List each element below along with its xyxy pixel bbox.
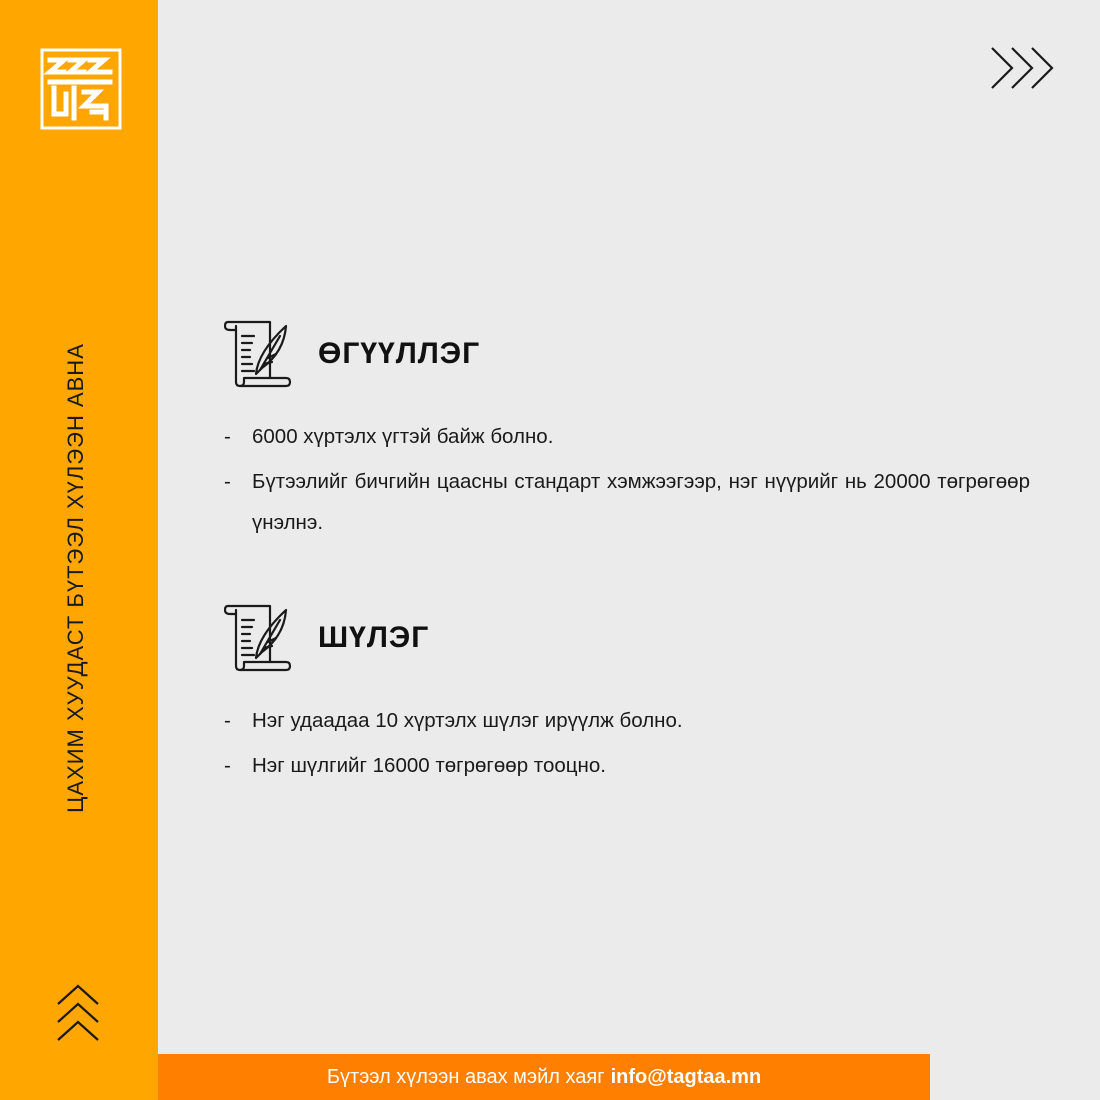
list-dash: - (224, 470, 231, 493)
list-item (224, 461, 1030, 543)
chevrons-up-icon (56, 982, 100, 1048)
sidebar (0, 0, 158, 1100)
list-item-text: 6000 хүртэлх үгтэй байж болно. (252, 425, 554, 448)
list-dash: - (224, 425, 231, 448)
section-item-list (224, 416, 1030, 543)
list-item (224, 416, 1030, 457)
list-item-text: Нэг удаадаа 10 хүртэлх шүлэг ирүүлж болно. (252, 709, 683, 732)
section-header (224, 318, 1030, 390)
section-short-story (224, 318, 1030, 547)
section-title: ӨГҮҮЛЛЭГ (318, 337, 481, 370)
list-dash: - (224, 754, 231, 777)
list-item (224, 700, 1030, 741)
tagtaa-logo-icon (40, 48, 122, 130)
section-header (224, 602, 1030, 674)
list-item (224, 745, 1030, 786)
scroll-quill-icon (224, 318, 292, 390)
footer-bar (158, 1054, 930, 1100)
section-item-list (224, 700, 1030, 786)
section-title: ШҮЛЭГ (318, 621, 430, 654)
footer-text: Бүтээл хүлээн авах мэйл хаяг (326, 1065, 605, 1088)
chevrons-right-icon (988, 46, 1056, 90)
list-item-text: Бүтээлийг бичгийн цаасны стандарт хэмжээгээр, нэг нүүрийг нь 20000 төгрөгөөр үнэлнэ. (252, 470, 1030, 534)
section-poem (224, 602, 1030, 790)
scroll-quill-icon (224, 602, 292, 674)
footer-email-link[interactable]: info@tagtaa.mn (610, 1065, 762, 1088)
list-dash: - (224, 709, 231, 732)
list-item-text: Нэг шүлгийг 16000 төгрөгөөр тооцно. (252, 754, 606, 777)
sidebar-vertical-caption: ЦАХИМ ХУУДАСТ БҮТЭЭЛ ХҮЛЭЭН АВНА (63, 343, 88, 813)
